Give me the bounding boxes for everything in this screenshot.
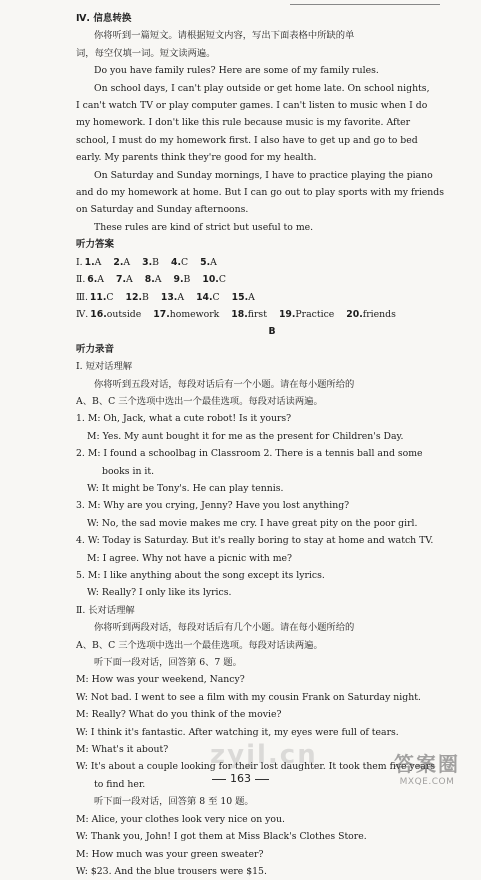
- answer-row: [76, 271, 468, 288]
- dialog-line: M: How was your weekend, Nancy?: [76, 674, 245, 686]
- answer-value: A: [154, 274, 162, 286]
- section-title: Ⅳ. 信息转换: [76, 13, 132, 24]
- answer-item: [173, 271, 196, 288]
- dialog-line: 3. M: Why are you crying, Jenny? Have you lost anything?: [76, 500, 350, 512]
- passage-line: school, I must do my homework first. I also have to get up and go to bed: [76, 134, 418, 146]
- answer-item: [142, 254, 165, 271]
- answer-item: [90, 306, 147, 323]
- passage-line: These rules are kind of strict but useful to me.: [94, 221, 314, 233]
- answer-number: 8.: [144, 274, 155, 286]
- answer-section: Ⅱ.: [76, 274, 86, 286]
- answers-title: 听力答案: [76, 239, 115, 251]
- answer-number: 7.: [116, 274, 127, 286]
- answer-value: B: [152, 256, 159, 268]
- watermark-text: zyjl.cn: [210, 740, 318, 770]
- answer-key: [76, 254, 468, 324]
- dialog-line: M: How much was your green sweater?: [76, 848, 264, 860]
- dialog-line: W: I think it's fantastic. After watching it, my eyes were full of tears.: [76, 726, 399, 738]
- answer-number: 1.: [84, 256, 95, 268]
- answer-row: [76, 289, 468, 306]
- answer-item: [113, 254, 136, 271]
- answer-value: A: [123, 256, 131, 268]
- recording-title: 听力录音: [76, 343, 115, 355]
- instruction-line: 词，每空仅填一词。短文读两遍。: [76, 47, 216, 59]
- answer-item: [279, 306, 340, 323]
- dialog-intro: 听下面一段对话，回答第 6、7 题。: [94, 657, 242, 669]
- passage-line: Do you have family rules? Here are some of my family rules.: [94, 65, 379, 77]
- answer-item: [85, 254, 108, 271]
- section-title: Ⅰ. 短对话理解: [76, 361, 133, 373]
- answer-item: [171, 254, 194, 271]
- answer-item: [153, 306, 225, 323]
- answer-value: A: [126, 274, 133, 286]
- answer-item: [346, 306, 402, 323]
- part-label: B: [268, 326, 276, 338]
- answer-value: A: [177, 291, 185, 303]
- answer-item: [161, 289, 190, 306]
- dialog-line: W: It's about a couple looking for their lost daughter. It took them five years: [76, 761, 435, 773]
- passage-line: early. My parents think they're good for my health.: [76, 152, 317, 164]
- answer-number: 9.: [173, 274, 184, 286]
- dialog-line: 2. M: I found a schoolbag in Classroom 2. There is a tennis ball and some: [76, 448, 423, 460]
- dialog-intro: 听下面一段对话，回答第 8 至 10 题。: [94, 796, 254, 808]
- dialog-line: M: Yes. My aunt bought it for me as the present for Children's Day.: [87, 430, 404, 442]
- answer-value: outside: [106, 308, 142, 320]
- dialog-line: W: Not bad. I went to see a film with my cousin Frank on Saturday night.: [76, 691, 421, 703]
- dialog-line: W: It might be Tony's. He can play tennis.: [87, 482, 284, 494]
- dialog-line: 1. M: Oh, Jack, what a cute robot! Is it yours?: [76, 413, 292, 425]
- passage-line: On school days, I can't play outside or get home late. On school nights,: [94, 82, 430, 94]
- passage-line: on Saturday and Sunday afternoons.: [76, 204, 249, 216]
- answer-value: B: [183, 274, 191, 286]
- answer-value: A: [97, 274, 105, 286]
- answer-row: [76, 306, 468, 323]
- dialog-line: W: No, the sad movie makes me cry. I have great pity on the poor girl.: [87, 517, 418, 529]
- answer-number: 6.: [87, 274, 98, 286]
- short-dialogs: [76, 410, 468, 601]
- dialog-line: M: Alice, your clothes look very nice on you.: [76, 813, 285, 825]
- answer-number: 11.: [89, 291, 107, 303]
- dialog-line: M: I agree. Why not have a picnic with me?: [87, 552, 293, 564]
- answer-value: C: [180, 256, 189, 268]
- instruction-line: 你将听到五段对话，每段对话后有一个小题。请在每小题所给的: [94, 378, 355, 390]
- passage-line: and do my homework at home. But I can go out to play sports with my friends: [76, 187, 445, 199]
- answer-item: [90, 289, 120, 306]
- dialog-line: 5. M: I like anything about the song except its lyrics.: [76, 570, 325, 581]
- answer-item: [145, 271, 168, 288]
- dialog-line: books in it.: [102, 465, 155, 477]
- answer-number: 3.: [142, 256, 153, 268]
- answer-number: 19.: [278, 308, 296, 320]
- answer-value: C: [212, 291, 220, 303]
- answer-section: Ⅲ.: [76, 291, 88, 303]
- answer-item: [202, 271, 232, 288]
- answer-value: A: [210, 256, 217, 268]
- answer-item: [232, 289, 261, 306]
- answer-value: A: [94, 256, 102, 268]
- answer-value: C: [106, 291, 114, 303]
- answer-value: Practice: [295, 308, 335, 320]
- answer-number: 17.: [153, 308, 170, 320]
- answer-number: 16.: [90, 308, 107, 320]
- watermark-logo: 答案圈 MXQE.COM: [394, 752, 460, 787]
- answer-number: 18.: [231, 308, 248, 320]
- answer-item: [126, 289, 155, 306]
- passage-line: On Saturday and Sunday mornings, I have to practice playing the piano: [94, 169, 433, 181]
- answer-item: [116, 271, 139, 288]
- page-number: 163: [0, 772, 481, 785]
- dialog-line: 4. W: Today is Saturday. But it's really boring to stay at home and watch TV.: [76, 535, 434, 547]
- answer-number: 14.: [196, 291, 213, 303]
- answer-value: C: [218, 274, 226, 286]
- answer-item: [87, 271, 110, 288]
- answer-value: first: [247, 308, 267, 320]
- answer-number: 2.: [113, 256, 124, 268]
- answer-number: 5.: [200, 256, 211, 268]
- answer-value: B: [142, 291, 149, 303]
- header-rule: [290, 4, 440, 5]
- answer-number: 10.: [202, 274, 219, 286]
- dialog-line: M: Really? What do you think of the movie?: [76, 709, 282, 721]
- dialog-line: W: Thank you, John! I got them at Miss Black's Clothes Store.: [76, 831, 367, 843]
- instruction-line: 你将听到一篇短文。请根据短文内容，写出下面表格中所缺的单: [94, 30, 355, 42]
- answer-number: 15.: [231, 291, 249, 303]
- answer-value: A: [248, 291, 255, 303]
- long-dialog-2: [76, 811, 468, 880]
- passage-line: my homework. I don't like this rule because music is my favorite. After: [76, 117, 411, 129]
- answer-number: 20.: [346, 308, 363, 320]
- passage-line: I can't watch TV or play computer games. I can't listen to music when I do: [76, 100, 428, 112]
- answer-item: [200, 254, 223, 271]
- answer-section: Ⅳ.: [76, 308, 89, 320]
- answer-item: [231, 306, 273, 323]
- dialog-line: M: What's it about?: [76, 744, 169, 756]
- passage: [76, 62, 468, 236]
- answer-row: [76, 254, 468, 271]
- answer-number: 4.: [170, 256, 181, 268]
- answer-number: 13.: [160, 291, 178, 303]
- answer-value: homework: [169, 308, 220, 320]
- answer-number: 12.: [125, 291, 143, 303]
- instruction-line: 你将听到两段对话，每段对话后有几个小题。请在每小题所给的: [94, 622, 355, 634]
- instruction-line: A、B、C 三个选项中选出一个最佳选项。每段对话读两遍。: [76, 639, 323, 651]
- dialog-line: to find her.: [94, 778, 146, 790]
- answer-section: Ⅰ.: [76, 256, 83, 268]
- section-title: Ⅱ. 长对话理解: [76, 604, 135, 616]
- instruction-line: A、B、C 三个选项中选出一个最佳选项。每段对话读两遍。: [76, 395, 323, 407]
- dialog-line: W: Really? I only like its lyrics.: [87, 587, 232, 599]
- dialog-line: W: $23. And the blue trousers were $15.: [76, 865, 267, 877]
- answer-value: friends: [362, 308, 396, 320]
- answer-item: [196, 289, 226, 306]
